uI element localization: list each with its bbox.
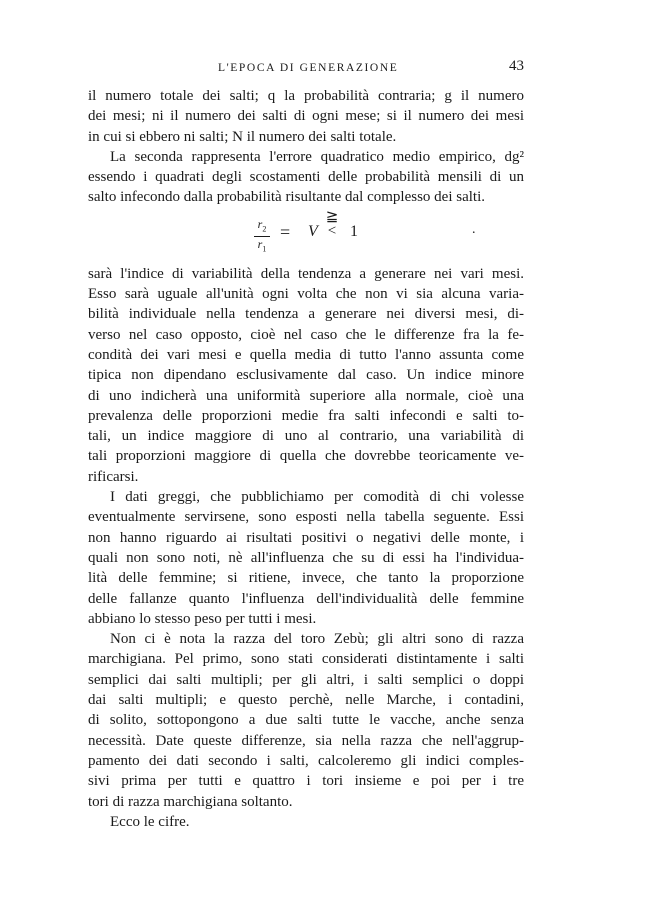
formula-variable: V (308, 222, 318, 240)
variability-formula (88, 208, 524, 264)
page-number: 43 (509, 58, 524, 74)
body-text (88, 86, 524, 832)
text-line: non hanno riguardo ai risultati positivi o negativi delle monte, i (88, 529, 524, 546)
text-line: delle fallanze quanto l'influenza dell'individualità delle femmine (88, 590, 524, 607)
text-line: sarà l'indice di variabilità della tendenza a generare nei vari mesi. (88, 265, 524, 282)
text-line: La seconda rappresenta l'errore quadratico medio empirico, dg² (110, 148, 524, 165)
formula-trailing-dot: . (472, 221, 476, 237)
formula-relation: ≧ < (325, 208, 339, 239)
text-line: dei mesi; ni il numero dei salti di ogni mese; si il numero dei mesi (88, 108, 524, 125)
text-line: Esso sarà uguale all'unità ogni volta che non vi sia alcuna varia- (88, 286, 524, 303)
text-line: Non ci è nota la razza del toro Zebù; gli altri sono di razza (110, 631, 524, 648)
formula-denominator: $r_1$ (257, 237, 267, 254)
text-line: di uno indicherà una uniformità superiore alla normale, cioè una (88, 387, 524, 404)
formula-rhs: 1 (350, 222, 358, 240)
text-line: quali non sono noti, nè all'influenza che su di essi ha l'individua- (88, 549, 524, 566)
paragraph-4 (88, 487, 524, 629)
text-line: semplici dai salti multipli; per gli altri, i salti semplici o doppi (88, 671, 524, 688)
text-line: necessità. Date queste differenze, sia nella razza che nell'aggrup- (88, 732, 524, 749)
text-line: rificarsi. (88, 468, 139, 485)
text-line: abbiano lo stesso peso per tutti i mesi. (88, 610, 317, 627)
text-line: Ecco le cifre. (110, 813, 190, 830)
paragraph-5 (88, 629, 524, 812)
text-line: tipica non dipendano esclusivamente dal caso. Un indice minore (88, 367, 524, 384)
paragraph-6 (88, 812, 524, 832)
text-line: tori di razza marchigiana soltanto. (88, 793, 293, 810)
text-line: I dati greggi, che pubblichiamo per comodità di chi volesse (110, 489, 524, 506)
formula-equals: = (280, 221, 291, 242)
formula-fraction (254, 218, 270, 256)
text-line: in cui si ebbero ni salti; N il numero dei salti totale. (88, 128, 397, 145)
text-line: dai salti multipli; e questo perchè, nelle Marche, i contadini, (88, 692, 524, 709)
text-line: verso nel caso opposto, cioè nel caso che le differenze fra la fe- (88, 326, 524, 343)
text-line: il numero totale dei salti; q la probabilità contraria; g il numero (88, 88, 524, 104)
text-line: di solito, sottopongono a due salti tutte le vacche, anche senza (88, 712, 524, 729)
text-line: lità delle femmine; si ritiene, invece, che tanto la proporzione (88, 570, 524, 587)
text-line: pamento dei dati secondo i salti, calcoleremo gli indici comples- (88, 752, 524, 769)
text-line: sivi prima per tutti e quattro i tori insieme e poi per i tre (88, 773, 524, 790)
formula-numerator: $r_2$ (257, 216, 267, 234)
paragraph-1 (88, 86, 524, 147)
text-line: bilità individuale nella tendenza a generare nei diversi mesi, di- (88, 306, 524, 323)
text-line: essendo i quadrati degli scostamenti delle probabilità mensili di un (88, 169, 524, 186)
text-line: condità dei vari mesi e quella media di tutto l'anno assunta come (88, 346, 524, 363)
text-line: tali proporzioni maggiore di quella che dovrebbe teoricamente ve- (88, 448, 524, 465)
running-title: L'EPOCA DI GENERAZIONE (218, 62, 399, 74)
text-line: salto infecondo dalla probabilità risultante dal complesso dei salti. (88, 189, 485, 206)
text-line: eventualmente servirsene, sono esposti nella tabella seguente. Essi (88, 509, 524, 526)
text-line: prevalenza delle proporzioni medie fra salti infecondi e salti to- (88, 407, 524, 424)
page-header (88, 58, 524, 80)
text-line: tali, un indice maggiore di uno al contrario, una variabilità di (88, 428, 524, 445)
paragraph-2 (88, 147, 524, 208)
paragraph-3 (88, 264, 524, 487)
text-line: marchigiana. Pel primo, sono stati considerati distintamente i salti (88, 651, 524, 668)
